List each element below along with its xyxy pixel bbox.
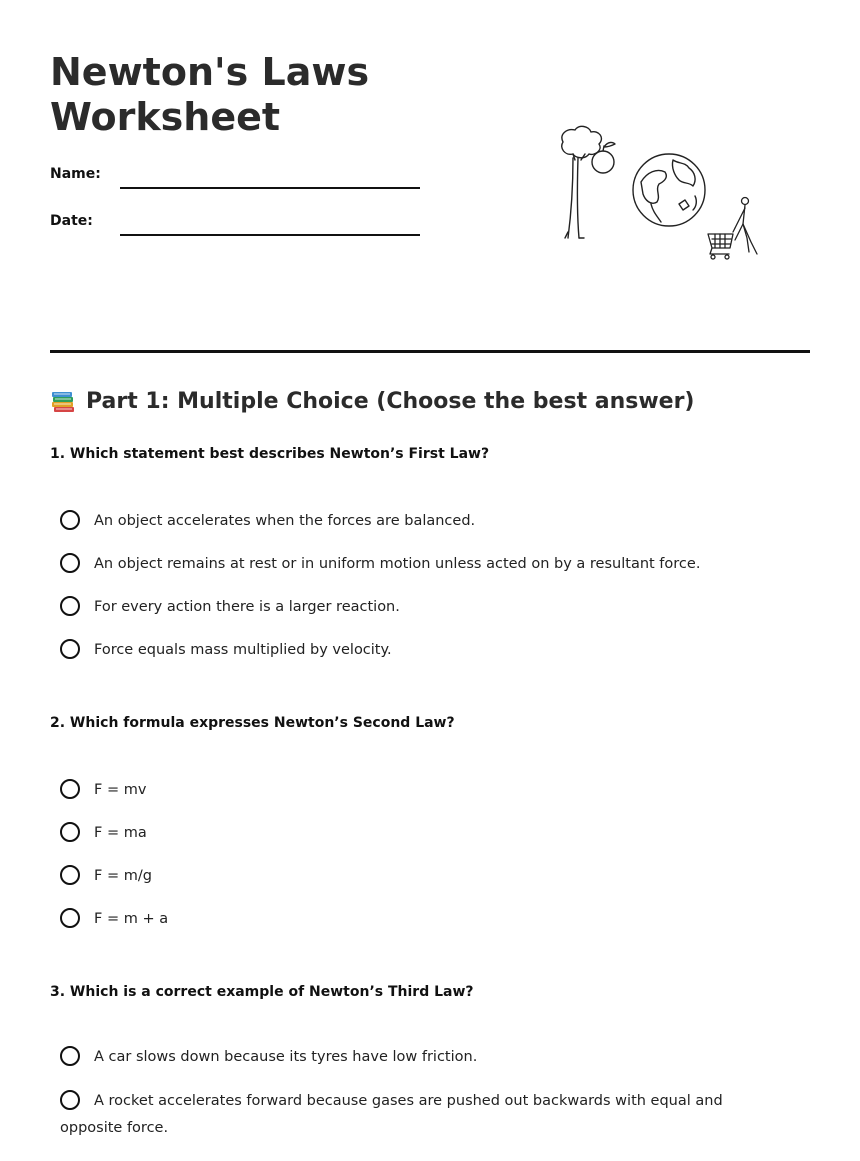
option-text: An object accelerates when the forces are balanced.: [94, 513, 476, 529]
question-1: 1. Which statement best describes Newton’s First Law?: [50, 446, 490, 462]
q2-option-b[interactable]: [60, 820, 780, 847]
name-label: Name:: [50, 166, 101, 182]
radio-button[interactable]: [60, 865, 80, 885]
option-text: Force equals mass multiplied by velocity.: [94, 642, 392, 658]
radio-button[interactable]: [60, 639, 80, 659]
question-3: 3. Which is a correct example of Newton’s Third Law?: [50, 984, 474, 1000]
q1-option-d[interactable]: [60, 637, 780, 664]
radio-button[interactable]: [60, 596, 80, 616]
name-field[interactable]: [120, 187, 420, 189]
option-text: An object remains at rest or in uniform motion unless acted on by a resultant force.: [94, 556, 701, 572]
option-text: F = ma: [94, 825, 147, 841]
q2-option-c[interactable]: [60, 863, 780, 890]
part1-heading-text: Part 1: Multiple Choice (Choose the best answer): [86, 388, 695, 414]
option-text: F = m + a: [94, 911, 169, 927]
option-text: A car slows down because its tyres have low friction.: [94, 1049, 478, 1065]
part1-heading: [50, 388, 695, 414]
radio-button[interactable]: [60, 553, 80, 573]
globe-icon: [633, 154, 705, 226]
person-pushing-cart-icon: [708, 198, 757, 260]
tree-with-apple-icon: [562, 126, 615, 238]
q1-option-a[interactable]: [60, 508, 780, 535]
q3-option-b[interactable]: [60, 1088, 780, 1142]
radio-button[interactable]: [60, 1090, 80, 1110]
page-title: Newton's Laws Worksheet: [50, 50, 370, 139]
books-icon: [50, 388, 76, 414]
date-field[interactable]: [120, 234, 420, 236]
newton-illustration: [555, 120, 775, 265]
radio-button[interactable]: [60, 822, 80, 842]
date-label: Date:: [50, 213, 93, 229]
radio-button[interactable]: [60, 779, 80, 799]
radio-button[interactable]: [60, 510, 80, 530]
q2-option-a[interactable]: [60, 777, 780, 804]
question-2: 2. Which formula expresses Newton’s Second Law?: [50, 715, 455, 731]
q2-option-d[interactable]: [60, 906, 780, 933]
section-divider: [50, 350, 810, 353]
option-text: A rocket accelerates forward because gases are pushed out backwards with equal and opposite force.: [60, 1093, 723, 1136]
option-text: F = m/g: [94, 868, 152, 884]
option-text: For every action there is a larger reaction.: [94, 599, 400, 615]
q1-option-b[interactable]: [60, 551, 780, 578]
q3-option-a[interactable]: [60, 1044, 780, 1071]
q1-option-c[interactable]: [60, 594, 780, 621]
radio-button[interactable]: [60, 1046, 80, 1066]
option-text: F = mv: [94, 782, 147, 798]
radio-button[interactable]: [60, 908, 80, 928]
